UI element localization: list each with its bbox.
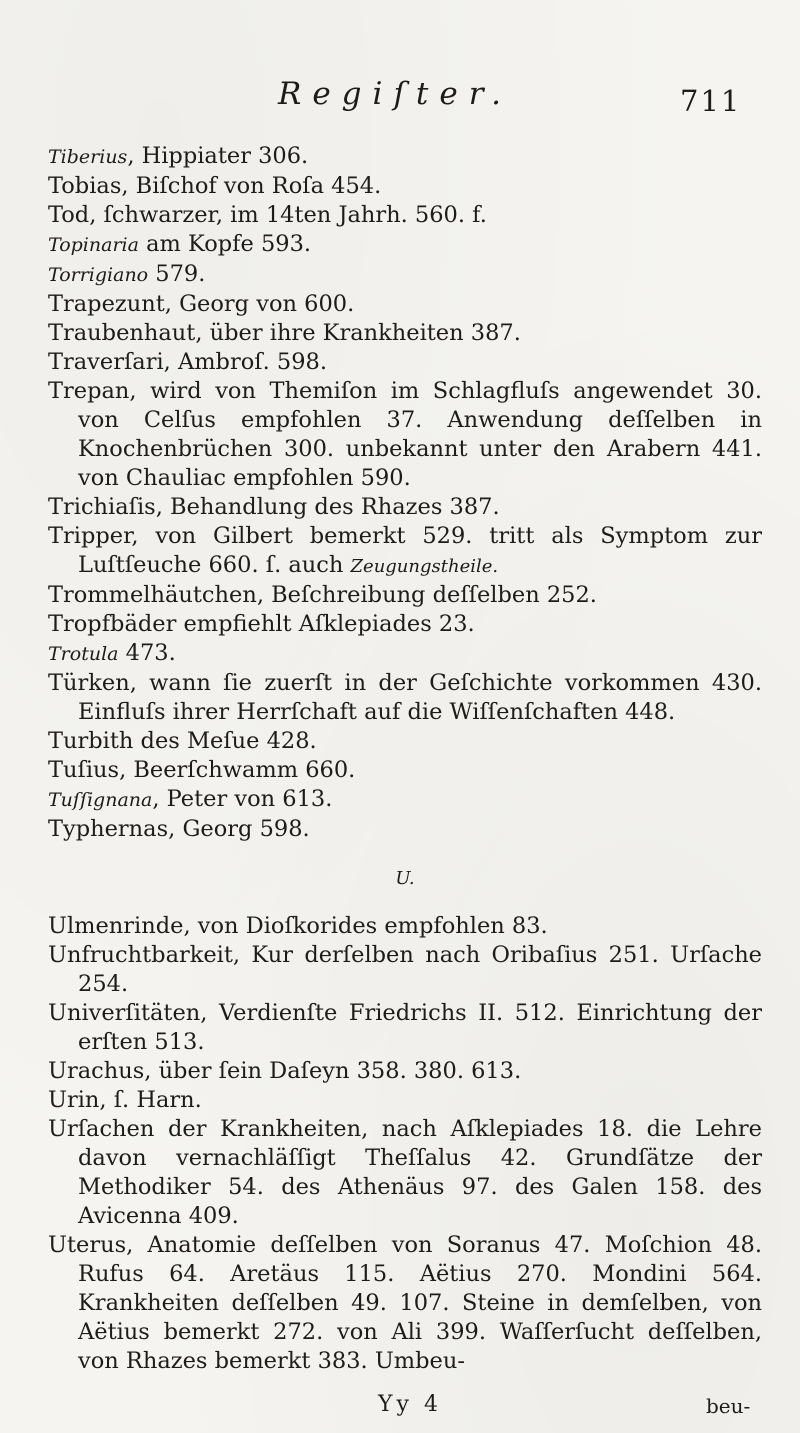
catchword: beu- bbox=[706, 1394, 751, 1418]
entry-lemma: Traverſari bbox=[48, 349, 164, 375]
entry-text: am Kopfe 593. bbox=[138, 231, 312, 257]
index-entry bbox=[48, 201, 762, 230]
index-entry bbox=[48, 912, 762, 941]
entry-text: , wann ſie zuerſt in der Geſchichte vorkommen 430. Einfluſs ihrer Herrſchaft auf die Wiſſenſchaften 448. bbox=[78, 670, 762, 725]
running-head bbox=[0, 76, 800, 116]
index-entry bbox=[48, 581, 762, 610]
entry-lemma: Uterus bbox=[48, 1232, 127, 1258]
entry-text: , ſ. Harn. bbox=[99, 1087, 202, 1113]
entry-lemma: Türken bbox=[48, 670, 130, 696]
entry-text: , Verdienſte Friedrichs II. 512. Einrichtung der erſten 513. bbox=[78, 1000, 762, 1055]
entry-lemma: Ulmenrinde bbox=[48, 913, 184, 939]
page-footer bbox=[0, 1392, 800, 1422]
entry-text: , von Gilbert bemerkt 529. tritt als Symptom zur Luſtſeuche 660. ſ. auch bbox=[78, 523, 762, 578]
entry-lemma: Traubenhaut bbox=[48, 320, 196, 346]
entry-lemma: Trommelhäutchen bbox=[48, 582, 257, 608]
entry-text: , Kur derſelben nach Oribaſius 251. Urſache 254. bbox=[78, 942, 762, 997]
entry-lemma: Tod bbox=[48, 202, 90, 228]
entry-lemma: Turbith bbox=[48, 728, 134, 754]
index-entry bbox=[48, 319, 762, 348]
entry-text: , Ambroſ. 598. bbox=[163, 349, 327, 375]
entry-text: , wird von Themiſon im Schlagfluſs angewendet 30. von Celſus empfohlen 37. Anwendung deſſelben in Knochenbrüchen 300. unbekannt unter den Arabern 441. von Chauliac empfohlen 590. bbox=[78, 378, 762, 491]
index-entry bbox=[48, 1115, 762, 1231]
entry-lemma: Trapezunt bbox=[48, 291, 165, 317]
entry-lemma: Tropfbäder bbox=[48, 611, 177, 637]
index-entry bbox=[48, 493, 762, 522]
index-entry bbox=[48, 172, 762, 201]
entry-lemma: Tuſius bbox=[48, 757, 120, 783]
index-entry bbox=[48, 260, 762, 290]
index-entry bbox=[48, 142, 762, 172]
entry-text: , Beſchreibung deſſelben 252. bbox=[256, 582, 597, 608]
entry-lemma: Typhernas bbox=[48, 816, 169, 842]
entries-letter-t bbox=[48, 142, 762, 844]
index-entry bbox=[48, 941, 762, 999]
entry-text: , von Dioſkorides empfohlen 83. bbox=[183, 913, 548, 939]
entry-text: , Georg von 600. bbox=[164, 291, 355, 317]
entry-lemma: Urachus bbox=[48, 1058, 145, 1084]
index-entry bbox=[48, 999, 762, 1057]
entry-lemma: Tuſſignana bbox=[48, 789, 153, 811]
entry-text: , ſchwarzer, im 14ten Jahrh. 560. f. bbox=[89, 202, 487, 228]
entries-letter-u bbox=[48, 912, 762, 1376]
index-entry bbox=[48, 785, 762, 815]
entry-lemma: Unfruchtbarkeit bbox=[48, 942, 233, 968]
index-entry bbox=[48, 669, 762, 727]
index-entry bbox=[48, 1057, 762, 1086]
index-entry bbox=[48, 348, 762, 377]
page-title: Regiſter. bbox=[278, 76, 512, 112]
entry-text: , Biſchof von Roſa 454. bbox=[121, 173, 382, 199]
index-entry bbox=[48, 522, 762, 581]
entry-text: , Hippiater 306. bbox=[127, 143, 309, 169]
index-entry bbox=[48, 756, 762, 785]
entry-text: , Peter von 613. bbox=[152, 786, 333, 812]
entry-lemma: Urſachen bbox=[48, 1116, 155, 1142]
index-entry bbox=[48, 815, 762, 844]
entry-text: , Georg 598. bbox=[168, 816, 310, 842]
entry-lemma: Tobias bbox=[48, 173, 122, 199]
register-entries bbox=[48, 142, 762, 1376]
entry-lemma: Torrigiano bbox=[48, 264, 149, 286]
entry-text: empfiehlt Aſklepiades 23. bbox=[176, 611, 475, 637]
index-entry bbox=[48, 639, 762, 669]
entry-text: , Beerſchwamm 660. bbox=[119, 757, 356, 783]
entry-lemma: Trepan bbox=[48, 378, 130, 404]
index-entry bbox=[48, 290, 762, 319]
signature-mark: Yy 4 bbox=[378, 1392, 442, 1417]
entry-text: 579. bbox=[148, 261, 206, 287]
entry-lemma: Trotula bbox=[48, 643, 119, 665]
entry-lemma: Tiberius bbox=[48, 146, 128, 168]
entry-text: 473. bbox=[118, 640, 176, 666]
index-entry bbox=[48, 377, 762, 493]
entry-lemma: Urin bbox=[48, 1087, 100, 1113]
entry-text: des Meſue 428. bbox=[133, 728, 317, 754]
entry-cross-reference: Zeugungstheile. bbox=[350, 556, 499, 577]
entry-text: , über ihre Krankheiten 387. bbox=[195, 320, 521, 346]
index-entry bbox=[48, 610, 762, 639]
entry-text: der Krankheiten, nach Aſklepiades 18. die Lehre davon vernachläſſigt Theſſalus 42. Grundſätze der Methodiker 54. des Athenäus 97. des Galen 158. des Avicenna 409. bbox=[78, 1116, 762, 1229]
entry-text: , Behandlung des Rhazes 387. bbox=[155, 494, 500, 520]
index-entry bbox=[48, 1231, 762, 1376]
index-entry bbox=[48, 230, 762, 260]
entry-lemma: Topinaria bbox=[48, 234, 139, 256]
entry-lemma: Univerſitäten bbox=[48, 1000, 201, 1026]
page-number: 711 bbox=[680, 84, 742, 118]
entry-lemma: Tripper bbox=[48, 523, 132, 549]
index-entry bbox=[48, 1086, 762, 1115]
entry-text: , Anatomie deſſelben von Soranus 47. Moſchion 48. Rufus 64. Aretäus 115. Aëtius 270. Mondini 564. Krankheiten deſſelben 49. 107. Steine in demſelben, von Aëtius bemerkt 272. von Ali 399. Waſſerſucht deſſelben, von Rhazes bemerkt 383. Umbeu- bbox=[78, 1232, 762, 1374]
entry-text: , über ſein Daſeyn 358. 380. 613. bbox=[144, 1058, 522, 1084]
section-letter-u: U. bbox=[395, 868, 415, 889]
index-entry bbox=[48, 727, 762, 756]
entry-lemma: Trichiaſis bbox=[48, 494, 156, 520]
